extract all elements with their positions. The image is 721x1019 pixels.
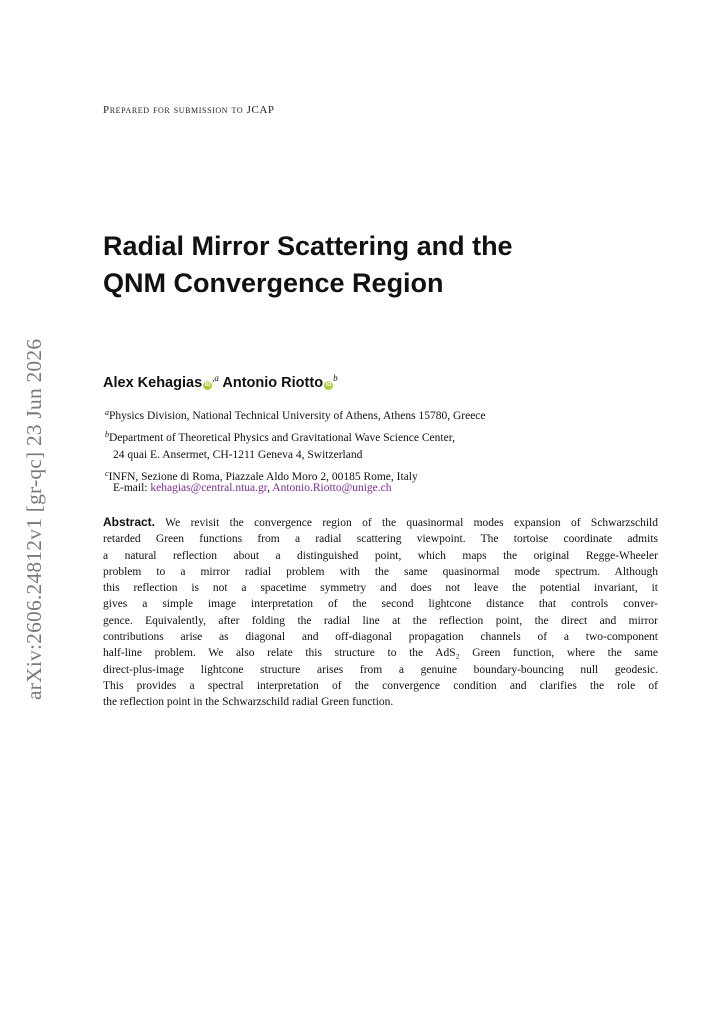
affiliation-text: 24 quai E. Ansermet, CH-1211 Geneva 4, Switzerland bbox=[113, 449, 363, 461]
author-name[interactable]: Antonio Riotto bbox=[222, 375, 324, 391]
submission-note: Prepared for submission to JCAP bbox=[103, 104, 275, 116]
email-line: E-mail: kehagias@central.ntua.gr, Antonio.Riotto@unige.ch bbox=[113, 482, 392, 494]
abstract-line: retarded Green functions from a radial scattering viewpoint. The tortoise coordinate admits bbox=[103, 533, 658, 546]
title-line: Radial Mirror Scattering and the bbox=[103, 231, 513, 261]
abstract-line: Abstract. We revisit the convergence region of the quasinormal modes expansion of Schwarzschild bbox=[103, 515, 658, 529]
abstract-line: contributions arise as diagonal and off-diagonal propagation channels of a two-component bbox=[103, 631, 658, 644]
orcid-icon[interactable]: iD bbox=[325, 382, 332, 388]
email-label: E-mail: bbox=[113, 482, 148, 494]
affiliation-mark: c bbox=[105, 468, 109, 478]
author-list bbox=[103, 373, 338, 391]
affiliation-text: Department of Theoretical Physics and Gravitational Wave Science Center, bbox=[109, 431, 455, 444]
paper-title bbox=[103, 228, 623, 302]
affiliation-mark: a bbox=[105, 408, 109, 417]
email-link[interactable]: Antonio.Riotto@unige.ch bbox=[272, 482, 392, 494]
abstract-line: direct-plus-image lightcone structure arises from a genuine boundary-bouncing null geodesic. bbox=[103, 663, 658, 676]
affiliation-text: Physics Division, National Technical University of Athens, Athens 15780, Greece bbox=[109, 410, 486, 422]
abstract-line: problem to a mirror radial problem with the same quasinormal mode spectrum. Although bbox=[103, 565, 658, 578]
abstract bbox=[103, 514, 658, 711]
email-link[interactable]: kehagias@central.ntua.gr bbox=[150, 482, 268, 494]
affiliation-mark: b bbox=[105, 429, 109, 439]
author-affiliation-mark: b bbox=[333, 373, 338, 383]
abstract-line: the reflection point in the Schwarzschild radial Green function. bbox=[103, 696, 394, 709]
abstract-line: a natural reflection about a distinguished point, which maps the original Regge-Wheeler bbox=[103, 549, 658, 562]
abstract-line: this reflection is not a spacetime symmetry and does not leave the potential invariant, it bbox=[103, 582, 658, 595]
affiliations bbox=[105, 404, 665, 486]
abstract-line: gives a simple image interpretation of the second lightcone distance that controls conver- bbox=[103, 598, 658, 611]
orcid-icon[interactable]: iD bbox=[204, 382, 211, 388]
title-line: QNM Convergence Region bbox=[103, 268, 444, 298]
abstract-label: Abstract. bbox=[103, 515, 156, 529]
abstract-line: half-line problem. We also relate this structure to the AdS₂ Green function, where the same bbox=[103, 647, 658, 660]
abstract-line: This provides a spectral interpretation of the convergence condition and clarifies the role of bbox=[103, 679, 658, 692]
abstract-line: gence. Equivalently, after folding the radial line at the reflection point, the direct and mirror bbox=[103, 614, 658, 627]
affiliation-line bbox=[105, 404, 665, 426]
affiliation-line bbox=[105, 447, 665, 465]
affiliation-text: INFN, Sezione di Roma, Piazzale Aldo Moro 2, 00185 Rome, Italy bbox=[108, 470, 418, 483]
affiliation-line bbox=[105, 426, 665, 448]
arxiv-identifier: arXiv:2606.24812v1 [gr-qc] 23 Jun 2026 bbox=[22, 338, 46, 700]
author-name[interactable]: Alex Kehagias bbox=[103, 375, 203, 391]
author-affiliation-mark: ,a bbox=[212, 373, 219, 383]
